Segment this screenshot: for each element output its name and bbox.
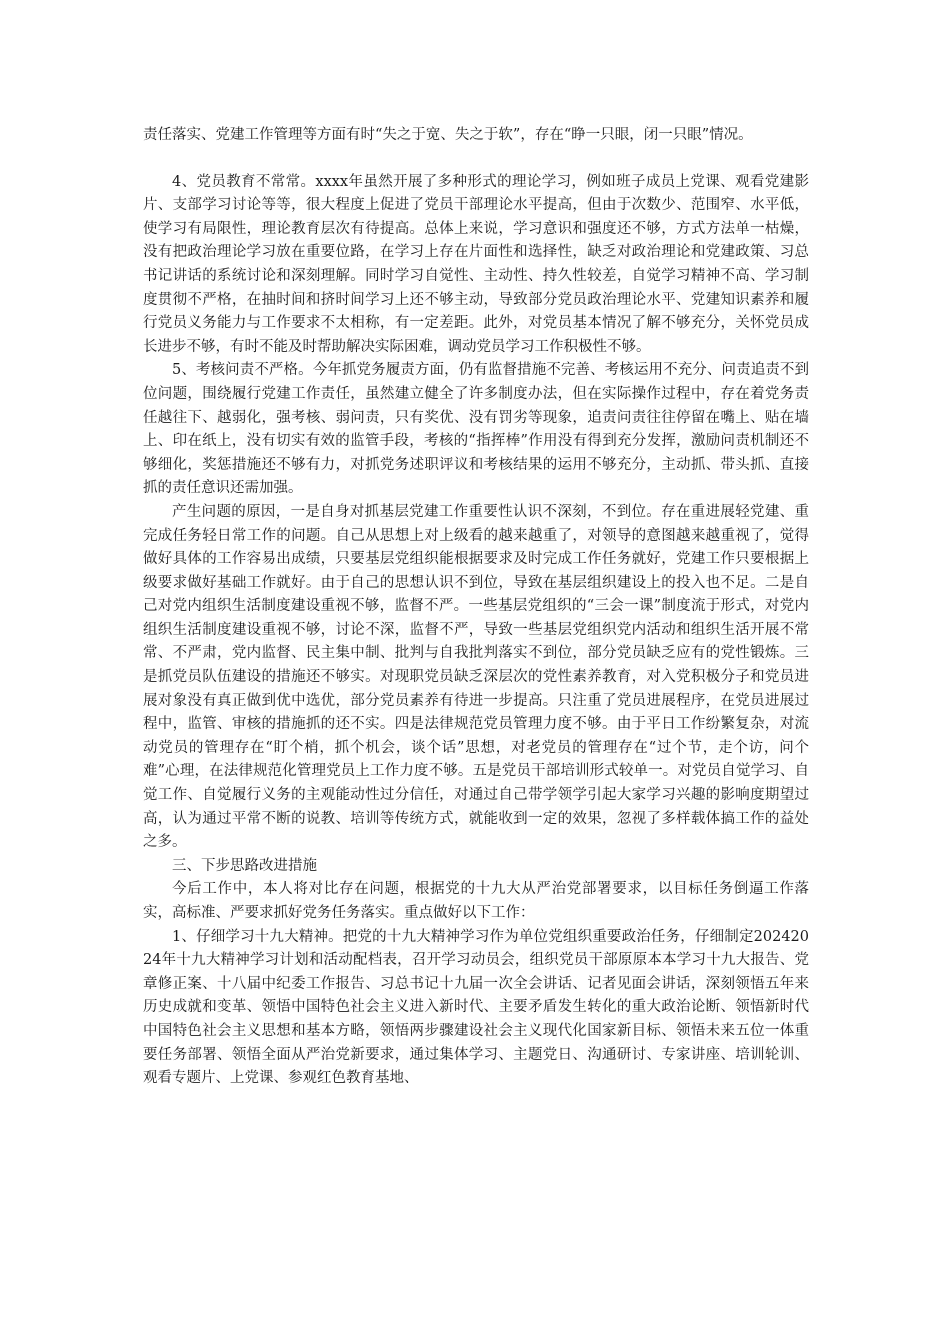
paragraph-accountability: 5、考核问责不严格。今年抓党务履责方面，仍有监督措施不完善、考核运用不充分、问责追责不到位问题，围绕履行党建工作责任，虽然建立健全了许多制度办法，但在实际操作过程中，存在着党务责任越往下、越弱化，强考核、弱问责，只有奖优、没有罚劣等现象，追责问责往往停留在嘴上、贴在墙上、印在纸上，没有切实有效的监管手段，考核的“指挥棒”作用没有得到充分发挥，激励问责机制还不够细化，奖惩措施还不够有力，对抓党务述职评议和考核结果的运用不够充分，主动抓、带头抓、直接抓的责任意识还需加强。 (143, 362, 809, 497)
paragraph-party-education: 4、党员教育不常常。xxxx年虽然开展了多种形式的理论学习，例如班子成员上党课、观看党建影片、支部学习讨论等等，很大程度上促进了党员干部理论水平提高，但由于次数少、范围窄、水平低，使学习有局限性，理论教育层次有待提高。总体上来说，学习意识和强度还不够，方式方法单一枯燥，没有把政治理论学习放在重要位路，在学习上存在片面性和选择性，缺乏对政治理论和党建政策、习总书记讲话的系统讨论和深刻理解。同时学习自觉性、主动性、持久性较差，自觉学习精神不高、学习制度贯彻不严格，在抽时间和挤时间学习上还不够主动，导致部分党员政治理论水平、党建知识素养和履行党员义务能力与工作要求不太相称，有一定差距。此外，对党员基本情况了解不够充分，关怀党员成长进步不够，有时不能及时帮助解决实际困难，调动党员学习工作积极性不够。 (143, 173, 809, 355)
paragraph-causes: 产生问题的原因，一是自身对抓基层党建工作重要性认识不深刻，不到位。存在重进展轻党建、重完成任务轻日常工作的问题。自己从思想上对上级看的越来越重了，对领导的意图越来越重视了，觉得做好具体的工作容易出成绩，只要基层党组织能根据要求及时完成工作任务就好，党建工作只要根据上级要求做好基础工作就好。由于自己的思想认识不到位，导致在基层组织建设上的投入也不足。二是自己对党内组织生活制度建设重视不够，监督不严。一些基层党组织的“三会一课”制度流于形式，对党内组织生活制度建设重视不够，讨论不深，监督不严，导致一些基层党组织党内活动和组织生活开展不常常、不严肃，党内监督、民主集中制、批判与自我批判落实不到位，部分党员缺乏应有的党性锻炼。三是抓党员队伍建设的措施还不够实。对现职党员缺乏深层次的党性素养教育，对入党积极分子和党员进展对象没有真正做到优中选优，部分党员素养有待进一步提高。只注重了党员进展程序，在党员进展过程中，监管、审核的措施抓的还不实。四是法律规范党员管理力度不够。由于平日工作纷繁复杂，对流动党员的管理存在“盯个梢，抓个机会，谈个话”思想，对老党员的管理存在“过个节，走个访，问个难”心理，在法律规范化管理党员上工作力度不够。五是党员干部培训形式较单一。对党员自觉学习、自觉工作、自觉履行义务的主观能动性过分信任，对通过自己带学领学引起大家学习兴趣的影响度期望过高，认为通过平常不断的说教、培训等传统方式，就能收到一定的效果，忽视了多样载体搞工作的益处之多。 (143, 503, 809, 851)
paragraph-future-work: 今后工作中，本人将对比存在问题，根据党的十九大从严治党部署要求，以目标任务倒逼工作落实，高标准、严要求抓好党务任务落实。重点做好以下工作： (143, 881, 809, 921)
section-heading-improvements: 三、下步思路改进措施 (172, 857, 317, 874)
paragraph-study-19th-congress: 1、仔细学习十九大精神。把党的十九大精神学习作为单位党组织重要政治任务，仔细制定20242024年十九大精神学习计划和活动配档表，召开学习动员会，组织党员干部原原本本学习十九大报告、党章修正案、十八届中纪委工作报告、习总书记十九届一次全会讲话、记者见面会讲话，深刻领悟五年来历史成就和变革、领悟中国特色社会主义进入新时代、主要矛盾发生转化的重大政治论断、领悟新时代中国特色社会主义思想和基本方略，领悟两步骤建设社会主义现代化国家新目标、领悟未来五位一体重要任务部署、领悟全面从严治党新要求，通过集体学习、主题党日、沟通研讨、专家讲座、培训轮训、观看专题片、上党课、参观红色教育基地、 (143, 928, 809, 1087)
paragraph-continuation: 责任落实、党建工作管理等方面有时“失之于宽、失之于软”，存在“睁一只眼，闭一只眼”情况。 (143, 127, 753, 143)
document-page (143, 124, 809, 1091)
